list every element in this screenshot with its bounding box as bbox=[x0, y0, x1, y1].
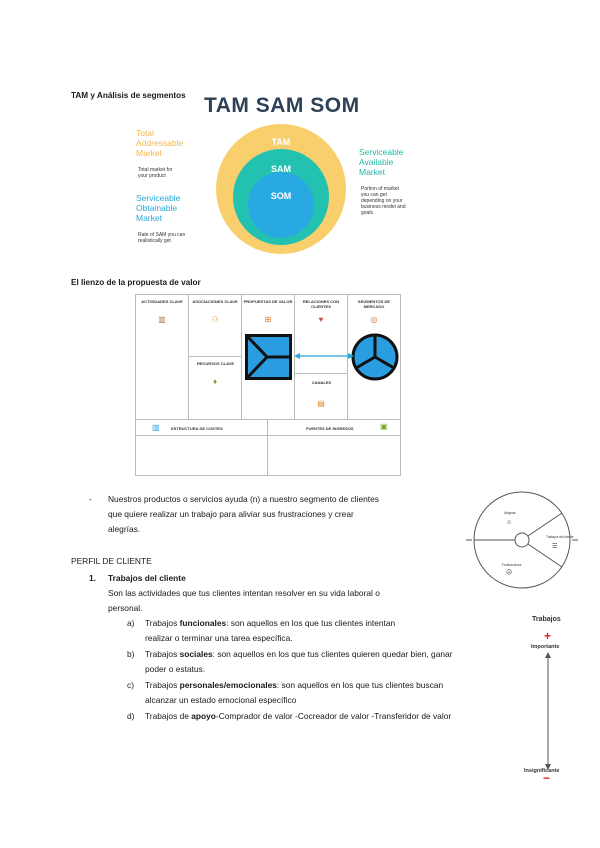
item1-title: Trabajos del cliente bbox=[108, 573, 186, 583]
canvas-header-propuestas: PROPUESTAS DE VALOR bbox=[243, 299, 293, 304]
canvas-recursos-clave: RECURSOS CLAVE bbox=[196, 361, 235, 366]
bullet-line-2: que quiere realizar un trabajo para aliviar sus frustraciones y crear bbox=[108, 509, 354, 519]
som-circle bbox=[248, 172, 314, 238]
serviceable-obtainable-market-label: Serviceable Obtainable Market bbox=[136, 193, 181, 223]
canvas-col-propuestas bbox=[242, 295, 295, 419]
tam-section-heading: TAM y Análisis de segmentos bbox=[71, 91, 186, 100]
truck-icon: ▤ bbox=[317, 399, 325, 408]
som-circle-label: SOM bbox=[270, 191, 292, 201]
sub-c-cont: alcanzar un estado emocional específico bbox=[145, 695, 297, 705]
value-proposition-heading: El lienzo de la propuesta de valor bbox=[71, 278, 201, 287]
frown-icon: ☹ bbox=[506, 570, 513, 576]
tam-sam-som-title: TAM SAM SOM bbox=[204, 94, 360, 117]
jobs-scale-top-label: Importante bbox=[531, 644, 560, 650]
profile-label-frustraciones: Frustraciones bbox=[502, 563, 522, 567]
canvas-estructura-label: ESTRUCTURA DE COSTES bbox=[171, 426, 223, 431]
canvas-col-segmentos bbox=[348, 295, 400, 419]
jobs-scale-bottom-label: Insignificante bbox=[524, 768, 560, 774]
canvas-fuentes-ingresos bbox=[268, 419, 400, 475]
list-icon: ☰ bbox=[552, 544, 558, 550]
canvas-header-asociaciones: ASOCIACIONES CLAVE bbox=[192, 299, 238, 304]
business-model-canvas bbox=[135, 294, 401, 476]
total-addressable-market-label: Total Addressable Market bbox=[136, 128, 184, 158]
canvas-estructura-costes bbox=[136, 419, 268, 475]
tam-circle-label: TAM bbox=[271, 137, 291, 147]
customer-segment-circle-icon bbox=[351, 333, 399, 381]
target-icon: ◎ bbox=[370, 315, 378, 324]
sub-c-text: Trabajos personales/emocionales: son aquellos en los que tus clientes buscan bbox=[145, 680, 444, 690]
sub-c-letter: c) bbox=[127, 680, 134, 690]
jobs-importance-scale bbox=[522, 612, 572, 787]
resources-icon: ♦ bbox=[212, 377, 218, 386]
profile-label-alegrias: Alegrías bbox=[504, 511, 516, 515]
gift-icon: ⊞ bbox=[264, 315, 272, 324]
sub-a-cont: realizar o terminar una tarea específica. bbox=[145, 633, 293, 643]
canvas-header-relaciones: RELACIONES CON CLIENTES bbox=[302, 299, 340, 309]
profile-label-trabajos: Trabajos del cliente bbox=[546, 535, 574, 539]
people-icon: ⚇ bbox=[211, 315, 219, 324]
plus-icon: + bbox=[544, 629, 552, 643]
sub-a-letter: a) bbox=[127, 618, 135, 628]
sub-d-letter: d) bbox=[127, 711, 135, 721]
item1-desc-line-2: personal. bbox=[108, 603, 143, 613]
serviceable-available-market-label: Serviceable Available Market bbox=[359, 147, 404, 177]
sub-a-text: Trabajos funcionales: son aquellos en los que tus clientes intentan bbox=[145, 618, 396, 628]
minus-icon: − bbox=[543, 771, 551, 785]
canvas-header-segmentos: SEGMENTOS DE MERCADO bbox=[357, 299, 391, 309]
sub-b-text: Trabajos sociales: son aquellos en los que tus clientes quieren quedar bien, ganar bbox=[145, 649, 453, 659]
perfil-heading: PERFIL DE CLIENTE bbox=[71, 556, 152, 566]
canvas-canales: CANALES bbox=[311, 380, 332, 385]
sub-b-letter: b) bbox=[127, 649, 135, 659]
smile-icon: ☺ bbox=[506, 520, 513, 526]
fit-arrow-icon bbox=[294, 351, 354, 361]
sub-d-text: Trabajos de apoyo-Comprador de valor -Cocreador de valor -Transferidor de valor bbox=[145, 711, 452, 721]
factory-icon: ▥ bbox=[158, 315, 166, 324]
bullet-line-3: alegrías. bbox=[108, 524, 141, 534]
canvas-col-asociaciones bbox=[189, 295, 242, 419]
canvas-header-actividades: ACTIVIDADES CLAVE bbox=[141, 299, 183, 304]
money-bag-icon: ▣ bbox=[380, 422, 388, 431]
bullet-marker: - bbox=[89, 494, 92, 504]
value-proposition-square-icon bbox=[245, 334, 292, 380]
sub-b-cont: poder o estatus. bbox=[145, 664, 206, 674]
canvas-fuentes-label: FUENTES DE INGRESOS bbox=[306, 426, 354, 431]
item1-desc-line-1: Son las actividades que tus clientes intentan resolver en su vida laboral o bbox=[108, 588, 380, 598]
tam-sam-som-diagram bbox=[130, 90, 430, 250]
serviceable-available-market-note: Portion of market you can get depending on your business model and goals bbox=[361, 186, 406, 216]
bar-chart-icon: ▥ bbox=[152, 423, 160, 432]
heart-icon: ♥ bbox=[318, 315, 324, 324]
customer-profile-circle bbox=[466, 490, 578, 590]
serviceable-obtainable-market-note: Rate of SAM you can realistically get bbox=[138, 232, 186, 244]
total-addressable-market-note: Total market for your product bbox=[138, 167, 173, 179]
item1-number: 1. bbox=[89, 573, 96, 583]
bullet-line-1: Nuestros productos o servicios ayuda (n) a nuestro segmento de clientes bbox=[108, 494, 379, 504]
canvas-col-actividades bbox=[136, 295, 189, 419]
jobs-scale-title: Trabajos bbox=[532, 616, 561, 623]
sam-circle-label: SAM bbox=[271, 164, 291, 174]
importance-arrow-icon bbox=[543, 652, 553, 770]
